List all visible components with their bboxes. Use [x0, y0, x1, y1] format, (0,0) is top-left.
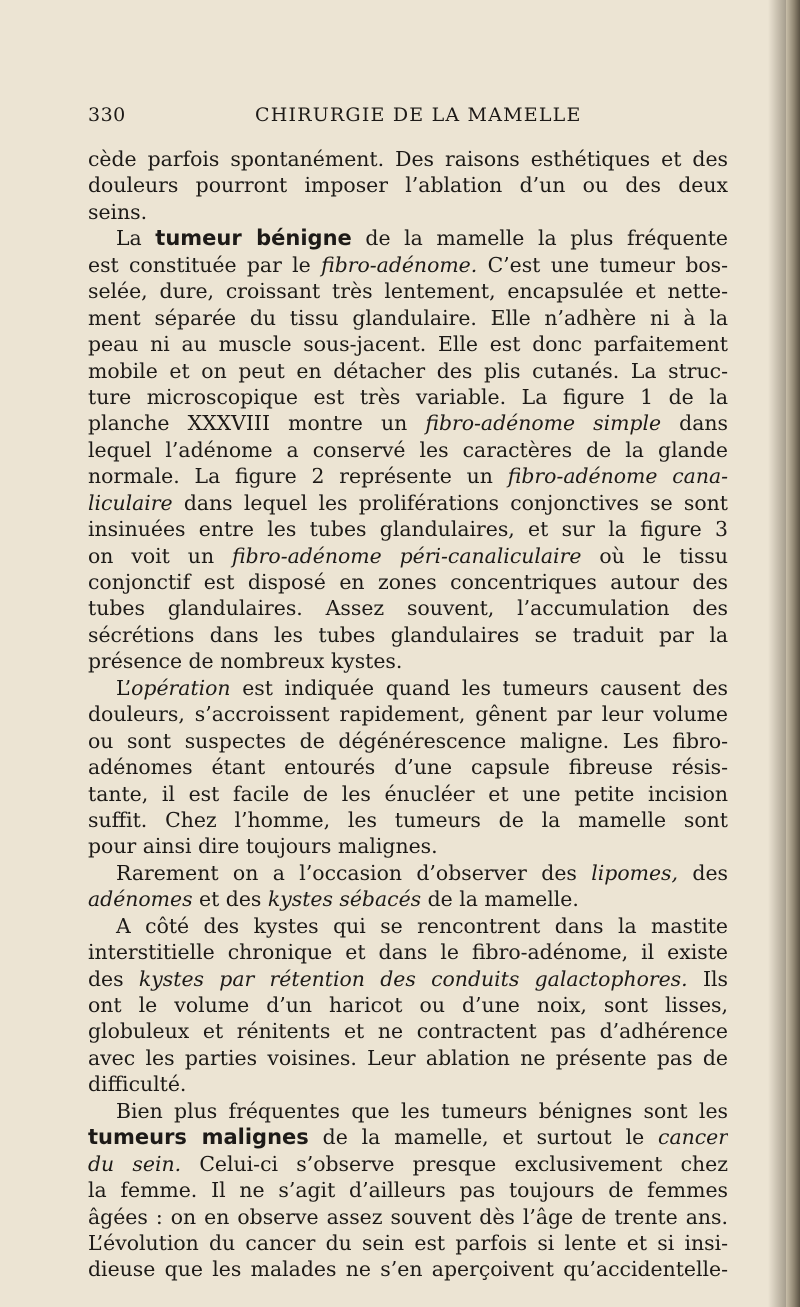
text-line — [88, 331, 728, 357]
text-line — [88, 516, 728, 542]
text-segment: seins. — [88, 199, 148, 224]
text-segment: planche XXXVIII montre un — [88, 411, 426, 436]
text-segment: globuleux et rénitents et ne contractent pas d’adhérence — [88, 1019, 728, 1044]
text-line — [88, 648, 728, 674]
running-head: CHIRURGIE DE LA MAMELLE — [255, 104, 582, 126]
text-line — [88, 463, 728, 489]
text-segment: tubes glandulaires. Assez souvent, l’accumulation des — [88, 596, 728, 621]
text-line — [88, 913, 728, 939]
text-segment: pour ainsi dire toujours malignes. — [88, 834, 438, 859]
text-segment: dans — [661, 411, 728, 436]
text-line — [88, 384, 728, 410]
text-line — [88, 1230, 728, 1256]
text-line — [88, 1018, 728, 1044]
text-segment: dieuse que les malades ne s’en aperçoivent qu’accidentelle- — [88, 1257, 728, 1282]
text-segment: L’évolution du cancer du sein est parfois si lente et si insi- — [88, 1230, 728, 1255]
text-segment: ture microscopique est très variable. La figure 1 de la — [88, 384, 728, 409]
text-line — [88, 490, 728, 516]
text-line — [88, 701, 728, 727]
text-segment: Bien plus fréquentes que les tumeurs bénignes sont les — [116, 1098, 728, 1123]
text-segment: sécrétions dans les tubes glandulaires se traduit par la — [88, 622, 728, 647]
text-segment: La — [116, 226, 156, 251]
text-line — [88, 305, 728, 331]
page-number: 330 — [88, 104, 126, 126]
text-segment: ment séparée du tissu glandulaire. Elle n’adhère ni à la — [88, 305, 728, 330]
bold-term: tumeur bénigne — [155, 226, 352, 251]
text-line — [88, 199, 728, 225]
text-line — [88, 754, 728, 780]
text-line — [88, 886, 728, 912]
text-line — [88, 966, 728, 992]
bold-term: tumeurs malignes — [88, 1125, 309, 1150]
text-line — [88, 172, 728, 198]
text-segment: C’est une tumeur bos- — [477, 252, 728, 277]
text-line — [88, 833, 728, 859]
text-line — [88, 807, 728, 833]
text-line — [88, 939, 728, 965]
text-line — [88, 1071, 728, 1097]
text-segment: normale. La figure 2 représente un — [88, 464, 508, 489]
text-line — [88, 1204, 728, 1230]
text-segment: selée, dure, croissant très lentement, encapsulée et nette- — [88, 279, 728, 304]
text-segment: douleurs, s’accroissent rapidement, gênent par leur volume — [88, 702, 728, 727]
text-segment: de la mamelle, et surtout le — [308, 1125, 659, 1150]
text-line — [88, 728, 728, 754]
text-segment: mobile et on peut en détacher des plis cutanés. La struc- — [88, 358, 728, 383]
text-segment: interstitielle chronique et dans le fibro-adénome, il existe — [88, 940, 728, 965]
text-line — [88, 225, 728, 251]
text-segment: présence de nombreux kystes. — [88, 649, 403, 674]
text-line — [88, 622, 728, 648]
italic-term: adénomes — [88, 887, 193, 912]
text-segment: dans lequel les proliférations conjonctives se sont — [172, 490, 728, 515]
text-segment: adénomes étant entourés d’une capsule fibreuse résis- — [88, 755, 728, 780]
text-segment: des — [88, 966, 139, 991]
text-line — [88, 358, 728, 384]
text-segment: lequel l’adénome a conservé les caractères de la glande — [88, 437, 728, 462]
text-segment: on voit un — [88, 543, 233, 568]
text-segment: où le tissu — [581, 543, 728, 568]
text-line — [88, 252, 728, 278]
text-segment: ou sont suspectes de dégénérescence maligne. Les fibro- — [88, 728, 728, 753]
text-line — [88, 1177, 728, 1203]
text-segment: Ils — [687, 966, 728, 991]
body-text — [88, 146, 728, 1283]
text-segment: L’ — [116, 675, 132, 700]
text-segment: de la mamelle la plus fréquente — [351, 226, 728, 251]
text-line — [88, 860, 728, 886]
italic-term: fibro-adénome simple — [425, 411, 662, 436]
text-segment: suffit. Chez l’homme, les tumeurs de la mamelle sont — [88, 807, 728, 832]
italic-term: fibro-adénome cana- — [507, 464, 728, 489]
text-line — [88, 1045, 728, 1071]
text-line — [88, 595, 728, 621]
italic-term: cancer — [658, 1125, 728, 1150]
italic-term: liculaire — [88, 490, 173, 515]
text-line — [88, 992, 728, 1018]
text-segment: est indiquée quand les tumeurs causent des — [230, 675, 728, 700]
text-segment: des — [678, 860, 728, 885]
text-segment: est constituée par le — [88, 252, 322, 277]
italic-term: kystes par rétention des conduits galactophores. — [138, 966, 688, 991]
text-line — [88, 146, 728, 172]
text-segment: Celui-ci s’observe presque exclusivement chez — [181, 1151, 728, 1176]
text-segment: Rarement on a l’occasion d’observer des — [116, 860, 592, 885]
text-segment: de la mamelle. — [421, 887, 579, 912]
text-line — [88, 1151, 728, 1177]
text-line — [88, 437, 728, 463]
text-segment: conjonctif est disposé en zones concentriques autour des — [88, 570, 728, 594]
text-segment: la femme. Il ne s’agit d’ailleurs pas toujours de femmes — [88, 1178, 728, 1203]
text-line — [88, 1256, 728, 1282]
text-line — [88, 1124, 728, 1150]
text-segment: douleurs pourront imposer l’ablation d’un ou des deux — [88, 173, 728, 198]
text-segment: insinuées entre les tubes glandulaires, et sur la figure 3 — [88, 517, 728, 542]
italic-term: opération — [131, 675, 231, 700]
text-line — [88, 410, 728, 436]
italic-term: kystes sébacés — [267, 887, 422, 912]
text-segment: avec les parties voisines. Leur ablation ne présente pas de — [88, 1045, 728, 1070]
text-segment: et des — [192, 887, 268, 912]
text-line — [88, 781, 728, 807]
text-line — [88, 675, 728, 701]
italic-term: fibro-adénome. — [321, 252, 478, 277]
text-segment: difficulté. — [88, 1072, 187, 1097]
text-line — [88, 543, 728, 569]
text-line — [88, 1098, 728, 1124]
text-segment: cède parfois spontanément. Des raisons esthétiques et des — [88, 147, 728, 171]
page-edge — [786, 0, 800, 1307]
text-line — [88, 278, 728, 304]
text-segment: âgées : on en observe assez souvent dès l’âge de trente ans. — [88, 1204, 728, 1229]
text-segment: A côté des kystes qui se rencontrent dans la mastite — [116, 913, 728, 938]
text-segment: ont le volume d’un haricot ou d’une noix, sont lisses, — [88, 993, 728, 1017]
text-segment: peau ni au muscle sous-jacent. Elle est donc parfaitement — [88, 332, 728, 357]
text-line — [88, 569, 728, 595]
text-segment: tante, il est facile de les énucléer et une petite incision — [88, 781, 728, 806]
italic-term: lipomes, — [591, 860, 678, 885]
italic-term: fibro-adénome péri-canaliculaire — [232, 543, 582, 568]
italic-term: du sein. — [88, 1151, 182, 1176]
